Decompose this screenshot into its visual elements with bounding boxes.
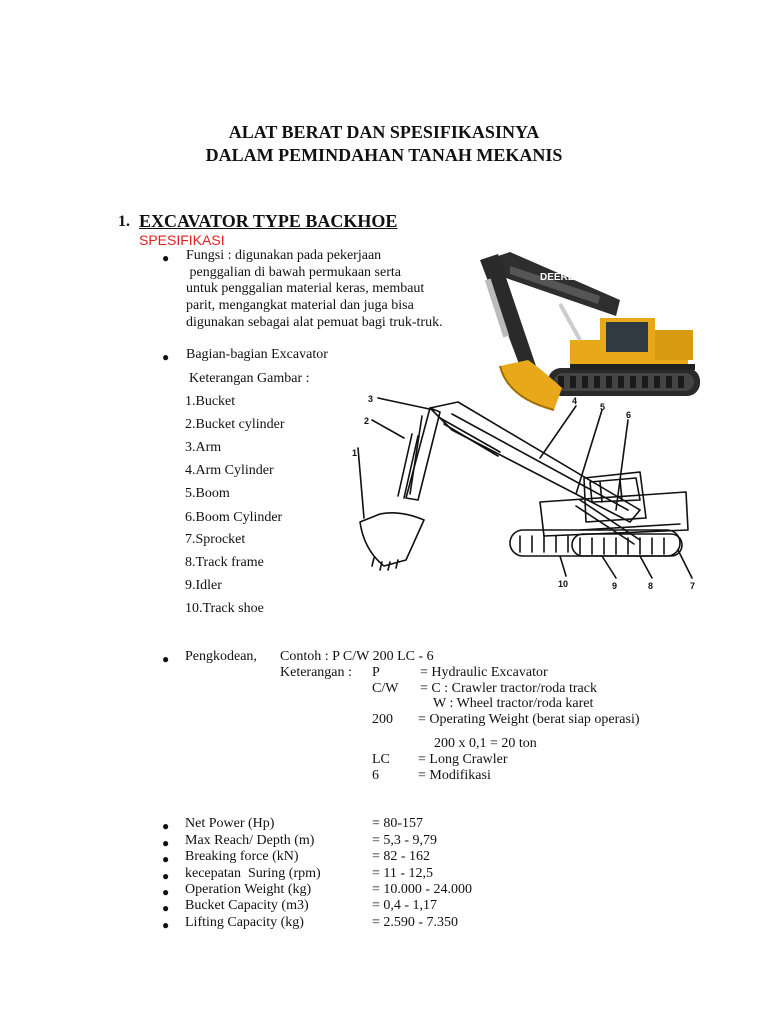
section-number: 1. xyxy=(118,213,130,230)
diagram-label-10: 10 xyxy=(558,579,569,589)
diagram-label-1: 1 xyxy=(352,448,358,458)
code-cell: P xyxy=(372,665,380,680)
bullet-spec: ● xyxy=(162,819,170,833)
spec-label: Breaking force (kN) xyxy=(185,849,299,864)
code-desc: = C : Crawler tractor/roda track xyxy=(420,681,597,696)
diagram-label-6: 6 xyxy=(626,410,632,420)
bullet-spec: ● xyxy=(162,885,170,899)
part-item: 10.Track shoe xyxy=(185,601,264,616)
code-desc: = Modifikasi xyxy=(418,768,491,783)
spec-value: = 0,4 - 1,17 xyxy=(372,898,438,913)
part-item: 9.Idler xyxy=(185,578,222,593)
code-cell: 200 xyxy=(372,712,393,727)
spec-label: Net Power (Hp) xyxy=(185,816,275,831)
diagram-label-8: 8 xyxy=(648,581,654,591)
code-desc: = Long Crawler xyxy=(418,752,508,767)
part-item: 5.Boom xyxy=(185,486,230,501)
bullet-pengkodean: ● xyxy=(162,652,170,666)
pengkodean-contoh: Contoh : P C/W 200 LC - 6 xyxy=(280,649,434,664)
code-desc: 200 x 0,1 = 20 ton xyxy=(434,736,537,751)
bullet-fungsi: ● xyxy=(162,251,170,265)
section-subheading: SPESIFIKASI xyxy=(139,232,225,248)
diagram-label-3: 3 xyxy=(368,394,374,404)
page-title-line-2: DALAM PEMINDAHAN TANAH MEKANIS xyxy=(205,145,563,165)
spec-label: Lifting Capacity (kg) xyxy=(185,915,304,930)
diagram-label-5: 5 xyxy=(600,402,606,412)
keterangan-gambar-label: Keterangan Gambar : xyxy=(189,371,310,386)
fungsi-line-5: digunakan sebagai alat pemuat bagi truk-truk. xyxy=(186,315,443,330)
bullet-bagian: ● xyxy=(162,350,170,364)
fungsi-line-1: Fungsi : digunakan pada pekerjaan xyxy=(186,248,382,263)
fungsi-line-3: untuk penggalian material keras, membaut xyxy=(186,281,425,296)
bullet-spec: ● xyxy=(162,918,170,932)
bullet-spec: ● xyxy=(162,852,170,866)
spec-value: = 82 - 162 xyxy=(372,849,431,864)
page-title-line-1: ALAT BERAT DAN SPESIFIKASINYA xyxy=(228,122,540,142)
fungsi-line-4: parit, mengangkat material dan juga bisa xyxy=(186,298,414,313)
section-heading: EXCAVATOR TYPE BACKHOE xyxy=(139,211,398,231)
spec-label: Max Reach/ Depth (m) xyxy=(185,833,315,848)
part-item: 3.Arm xyxy=(185,440,222,455)
bullet-spec: ● xyxy=(162,869,170,883)
diagram-label-7: 7 xyxy=(690,581,696,591)
diagram-label-9: 9 xyxy=(612,581,618,591)
diagram-label-2: 2 xyxy=(364,416,370,426)
pengkodean-label: Pengkodean, xyxy=(185,649,257,664)
code-desc: = Hydraulic Excavator xyxy=(420,665,548,680)
bullet-spec: ● xyxy=(162,836,170,850)
excavator-parts-diagram xyxy=(340,390,710,605)
excavator-photo xyxy=(470,248,705,413)
part-item: 6.Boom Cylinder xyxy=(185,510,283,525)
pengkodean-keterangan: Keterangan : xyxy=(280,665,352,680)
diagram-label-4: 4 xyxy=(572,396,578,406)
spec-label: Operation Weight (kg) xyxy=(185,882,312,897)
code-cell: 6 xyxy=(372,768,379,783)
bullet-spec: ● xyxy=(162,901,170,915)
part-item: 8.Track frame xyxy=(185,555,264,570)
fungsi-line-2: penggalian di bawah permukaan serta xyxy=(186,265,401,280)
part-item: 2.Bucket cylinder xyxy=(185,417,285,432)
code-desc: = Operating Weight (berat siap operasi) xyxy=(418,712,640,727)
code-cell: LC xyxy=(372,752,390,767)
spec-value: = 2.590 - 7.350 xyxy=(372,915,459,930)
code-cell: C/W xyxy=(372,681,399,696)
part-item: 4.Arm Cylinder xyxy=(185,463,274,478)
spec-label: kecepatan Suring (rpm) xyxy=(185,866,321,881)
code-desc: W : Wheel tractor/roda karet xyxy=(433,696,594,711)
spec-value: = 11 - 12,5 xyxy=(372,866,434,881)
photo-brand-text: DEERE xyxy=(540,272,575,283)
part-item: 7.Sprocket xyxy=(185,532,246,547)
spec-label: Bucket Capacity (m3) xyxy=(185,898,309,913)
spec-value: = 10.000 - 24.000 xyxy=(372,882,473,897)
spec-value: = 5,3 - 9,79 xyxy=(372,833,438,848)
bagian-label: Bagian-bagian Excavator xyxy=(186,347,328,362)
part-item: 1.Bucket xyxy=(185,394,236,409)
spec-value: = 80-157 xyxy=(372,816,424,831)
